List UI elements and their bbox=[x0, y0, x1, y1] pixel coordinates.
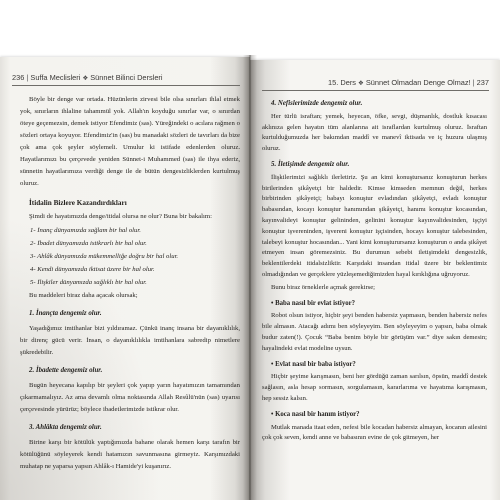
bullet-icon: • bbox=[271, 299, 274, 307]
list-item: 2- İbadet dünyamızda istikrarlı bir hal olur. bbox=[30, 240, 147, 247]
question-heading bbox=[262, 299, 487, 310]
book-title: Suffa Meclisleri bbox=[30, 73, 81, 82]
question-text: Evlat nasıl bir baba istiyor? bbox=[275, 360, 356, 368]
ornament-icon: ❖ bbox=[358, 79, 364, 87]
page-number: 236 bbox=[12, 73, 25, 82]
question-body: Robot olsun istiyor, hiçbir şeyi benden habersiz yapmasın, benden habersiz nefes bile almasın. Atacağı adımı ben söyleyeyim. Ben söyleyeyim o yapsın, baba olmak budur zaten(!). Çocuk “Baba benim böyle bir görüşüm var.” diye sakın demesin; hayalindeki evlat modeline uysun. bbox=[262, 312, 487, 352]
bullet-icon: • bbox=[271, 360, 274, 368]
right-page bbox=[250, 60, 500, 500]
left-page bbox=[0, 57, 250, 500]
section-heading: İtidalin Bizlere Kazandırdıkları bbox=[29, 199, 127, 207]
section-title: Sünnet Bilinci Dersleri bbox=[90, 73, 163, 82]
subsection-heading: 5. İletişimde dengemiz olur. bbox=[271, 160, 350, 168]
subsection-heading: 3. Ahlâkta dengemiz olur. bbox=[29, 424, 102, 431]
subsection-body: Yaşadığımız imtihanlar bizi yıldıramaz. Çünkü inanç insana bir dayanıklılık, bir direnç gücü verir. İnsan, o dayanıklılıkla imtihanlara sabredip nimetlere şükredebilir. bbox=[20, 325, 240, 356]
list-item: 5- İlişkiler dünyamızda sağlıklı bir hal olur. bbox=[30, 279, 147, 286]
transition-paragraph: Bu maddeleri biraz daha açacak olursak; bbox=[29, 292, 138, 299]
right-page-body bbox=[262, 99, 487, 444]
header-separator: | bbox=[472, 78, 475, 87]
page-number: 237 bbox=[476, 78, 489, 87]
subsection-morality bbox=[20, 422, 240, 473]
transition-paragraph: Bunu biraz örneklerle açmak gerekirse; bbox=[271, 283, 375, 291]
subsection-body: İlişkilerimizi sağlıklı ilerletiriz. Şu an kimi konuştursanız konuşturun herkes birilerinden şikâyetçi bir haldedir. Kimse kimseden memnun değil, herkes birbirinden şikâyetçi; babayı konuştur evladından şikâyetçi, evladı konuştur babasından, kocayı konuştur hanımından şikâyetçi, hanımı konuştur kocasından, kayınvalideyi konuştur gelininden, gelinini konuştur kayınvalidesinden, işçiyi konuştur işvereninden, işvereni konuştur işçisinden, hocayı konuştur talebesinden, talebeyi konuştur hocasından... Yani kimi konuşturursanız konuşturun o anda şikâyet etmeyen insan göremezsiniz. Bu durumun sebebi iletişimdeki dengesizlik, beklentilerdeki itidalsizliktir. Karşıdaki insandan itidal üzere bir beklentimiz olmadığından ve gerçeklere yüzleşemediğimizden hayal kırıklığına uğruyoruz. bbox=[262, 173, 487, 278]
bullet-icon: • bbox=[271, 410, 274, 418]
question-body: Hiçbir şeyime karışmasın, beni her gördüğü zaman sarılsın, öpsün, maddî destek sağlasın, asla hesap sormasın, sorgulamasın, kararlarıma ve hayatıma karışmasın, hep sessiz kalsın. bbox=[262, 373, 487, 402]
list-item: 3- Ahlâk dünyamızda mükemmelliğe doğru bir hal olur. bbox=[30, 253, 179, 260]
benefits-list bbox=[20, 224, 240, 289]
subsection-faith bbox=[20, 308, 240, 359]
subsection-heading: 1. İnançta dengemiz olur. bbox=[29, 310, 102, 317]
question-heading bbox=[262, 410, 487, 421]
header-separator: | bbox=[26, 73, 29, 82]
question-text: Baba nasıl bir evlat istiyor? bbox=[275, 299, 356, 307]
left-running-head bbox=[12, 73, 240, 86]
subsection-body: Bugün heyecana kapılıp bir şeyleri çok yapıp yarın hayatımızın tamamından çıkarmamalıyız. Az ama devamlı olma noktasında Allah Resûlü'nün (sas) uyarısı çerçevesinde yürürüz; böylece ibadetlerimizde istikrar olur. bbox=[20, 382, 240, 413]
question-body: Mutlak manada itaat eden, nefesi bile kocadan habersiz almayan, kocanın ailesini çok çok seven, kendi anne ve babasının evine de çok gitmeyen, her bbox=[262, 423, 487, 442]
question-heading bbox=[262, 360, 487, 371]
lead-paragraph: Şimdi de hayatımızda denge/itidal olursa ne olur? Buna bir bakalım: bbox=[29, 213, 212, 220]
subsection-communication bbox=[262, 160, 487, 281]
chapter-title: Sünnet Olmadan Denge Olmaz! bbox=[365, 78, 471, 87]
question-child bbox=[262, 360, 487, 405]
question-husband bbox=[262, 410, 487, 444]
subsection-body: Birine karşı bir kötülük yaptığımızda bahane olarak hemen karşı tarafın bir kötülüğünü söyleyerek kendi hatamızın savunmasına girmeyiz. Karşımızdaki muhatap ne yaparsa yapsın Ahlâk-ı Hamide'yi kuşanırız. bbox=[20, 439, 240, 470]
subsection-worship bbox=[20, 365, 240, 416]
right-running-head bbox=[262, 78, 489, 91]
question-text: Koca nasıl bir hanım istiyor? bbox=[275, 410, 360, 418]
subsection-self bbox=[262, 99, 487, 155]
subsection-heading: 2. İbadette dengemiz olur. bbox=[29, 367, 103, 374]
list-item: 1- İnanç dünyamızda sağlam bir hal olur. bbox=[30, 227, 141, 234]
question-father bbox=[262, 299, 487, 355]
list-item: 4- Kendi dünyamızda iktisat üzere bir hal olur. bbox=[30, 266, 155, 273]
intro-paragraph: Böyle bir denge var ortada. Hüzünlerin zirvesi bile olsa sınırları ihlal etmek yok, sınırların ihlaline tahammül yok. Allah'ın koyduğu sınırlar var, o sınırdan öteye geçemezsin, demek istiyor Efendimiz (sas). Yüreğindeki o acılara rağmen o sözleri ortaya koyuyor. Efendimiz'in (sas) bu manadaki sözleri de tavırları da bize çok ama çok şeyler söylemeli. Umulur ki istifade edenlerden oluruz. Hayatlarımızı bu çerçevede yeniden Sünnet-i Muhammed (sas) ile ihya ederiz, sünnetin hayatlarımıza verdiği denge ile de bütün dengesizliklerden kurtulmuş oluruz. bbox=[20, 96, 240, 187]
chapter-number: 15. Ders bbox=[328, 78, 356, 87]
ornament-icon: ❖ bbox=[82, 74, 89, 82]
left-page-body bbox=[20, 94, 240, 473]
subsection-heading: 4. Nefislerimizde dengemiz olur. bbox=[271, 100, 363, 107]
subsection-body: Her türlü israftan; yemek, heyecan, öfke, sevgi, düşmanlık, dostluk kısacası aklınıza gelen hayatın tüm alanlarına ait israflardan kurtulmuş oluruz. İsraftan kurtulduğumuzda her bakımdan maddî ve manevî iktisada ve iç huzura ulaşmış oluruz. bbox=[262, 112, 487, 153]
